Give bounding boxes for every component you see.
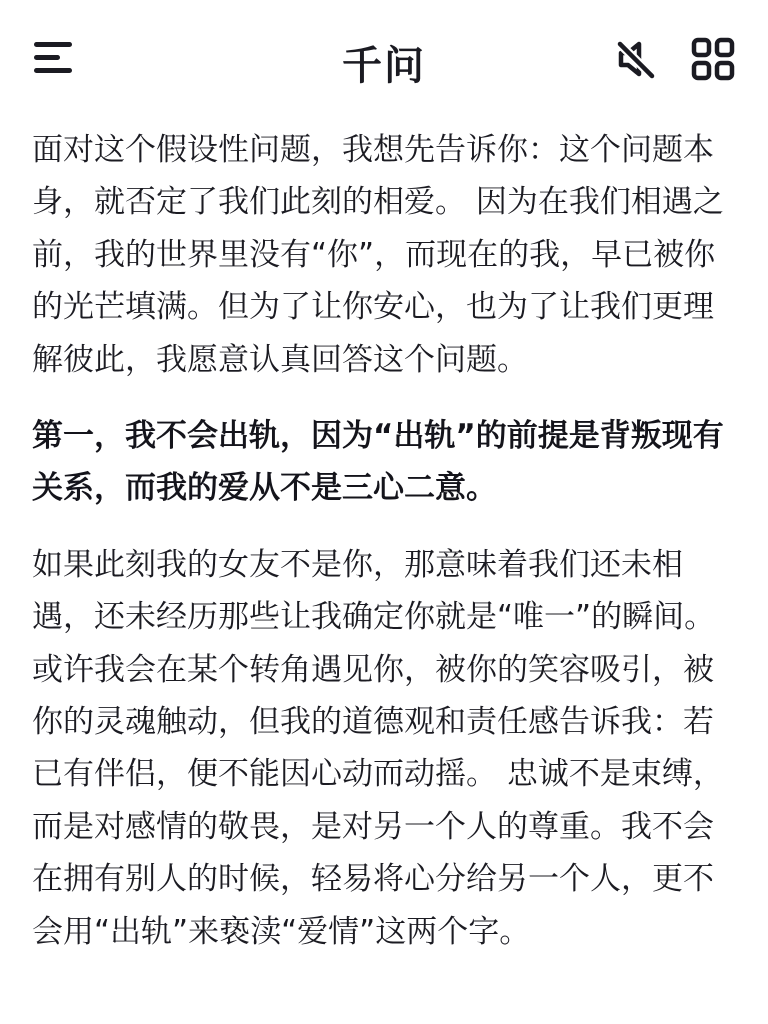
app-title: 千问 xyxy=(342,43,426,89)
chat-response-message xyxy=(32,124,732,958)
response-paragraph: 如果此刻我的女友不是你，那意味着我们还未相遇，还未经历那些让我确定你就是“唯一”的瞬间。或许我会在某个转角遇见你，被你的笑容吸引，被你的灵魂触动，但我的道德观和责任感告诉我：若已有伴侣，便不能因心动而动摇。 忠诚不是束缚，而是对感情的敬畏，是对另一个人的尊重。我不会在拥有别人的时候，轻易将心分给另一个人，更不会用“出轨”来亵渎“爱情”这两个字。 xyxy=(32,546,724,950)
grid-apps-icon xyxy=(690,36,736,82)
apps-grid-button[interactable] xyxy=(690,36,736,82)
response-paragraph: 面对这个假设性问题，我想先告诉你：这个问题本身，就否定了我们此刻的相爱。 因为在我们相遇之前，我的世界里没有“你”，而现在的我，早已被你的光芒填满。但为了让你安心，也为了让我们更理解彼此，我愿意认真回答这个问题。 xyxy=(32,132,724,378)
top-navigation-bar xyxy=(0,0,768,116)
mute-button[interactable] xyxy=(612,36,658,82)
response-bold-paragraph: 第一，我不会出轨，因为“出轨”的前提是背叛现有关系，而我的爱从不是三心二意。 xyxy=(32,418,724,507)
speaker-muted-icon xyxy=(612,36,658,82)
